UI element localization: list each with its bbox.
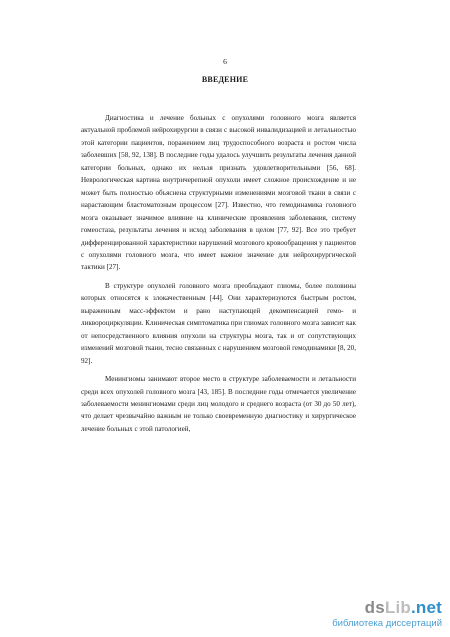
dslib-watermark bbox=[332, 599, 442, 629]
watermark-subtitle: библиотека диссертаций bbox=[332, 618, 442, 629]
paragraph-1: Диагностика и лечение больных с опухолями головного мозга является актуальной проблемой нейрохирургии в связи с высокой инвалидизацией и летальностью этой категории пациентов, поражением лиц трудоспособного возраста и ростом числа заболевших [58, 92, 138]. В последние годы удалось улучшить результаты лечения данной категории больных, однако их нельзя признать удовлетворительными [56, 68]. Неврологическая картина внутричерепной опухоли имеет сложное происхождение и не может быть полностью объяснена структурными изменениями мозговой ткани в связи с нарастающим бластоматозным процессом [27]. Известно, что гемодинамика головного мозга оказывает значимое влияние на клинические проявления заболевания, систему гомеостаза, результаты лечения и исход заболевания в целом [77, 92]. Все это требует дифференцированной характеристики нарушений мозгового кровообращения у пациентов с опухолями головного мозга, что имеет важное значение для нейрохирургической тактики [27]. bbox=[81, 114, 356, 272]
section-heading: ВВЕДЕНИЕ bbox=[201, 75, 249, 84]
paragraph-3: Менингиомы занимают второе место в структуре заболеваемости и летальности среди всех опухолей головного мозга [43, 185]. В последние годы отмечается увеличение заболеваемости менингиомами среди лиц молодого и среднего возраста (от 30 до 50 лет), что делает чрезвычайно важным не только своевременную диагностику и хирургическое лечение больных с этой патологией, bbox=[81, 375, 356, 433]
body-text bbox=[81, 112, 356, 441]
paragraph-2: В структуре опухолей головного мозга преобладают глиомы, более половины которых относятся к злокачественным [44]. Они характеризуются быстрым ростом, выраженным масс-эффектом и рано наступающей декомпенсацией гемо- и ликвороциркуляции. Клиническая симптоматика при глиомах головного мозга зависит как от непосредственного влияния опухоли на структуры мозга, так и от сопутствующих изменений мозговой ткани, тесно связанных с нарушением мозговой гемодинамики [8, 20, 92]. bbox=[81, 281, 356, 365]
page-number: 6 bbox=[223, 57, 227, 66]
logo-part-net: .net bbox=[410, 598, 442, 617]
dslib-logo bbox=[332, 599, 442, 617]
logo-part-lib: Lib bbox=[384, 598, 411, 617]
logo-part-ds: ds bbox=[364, 598, 385, 617]
